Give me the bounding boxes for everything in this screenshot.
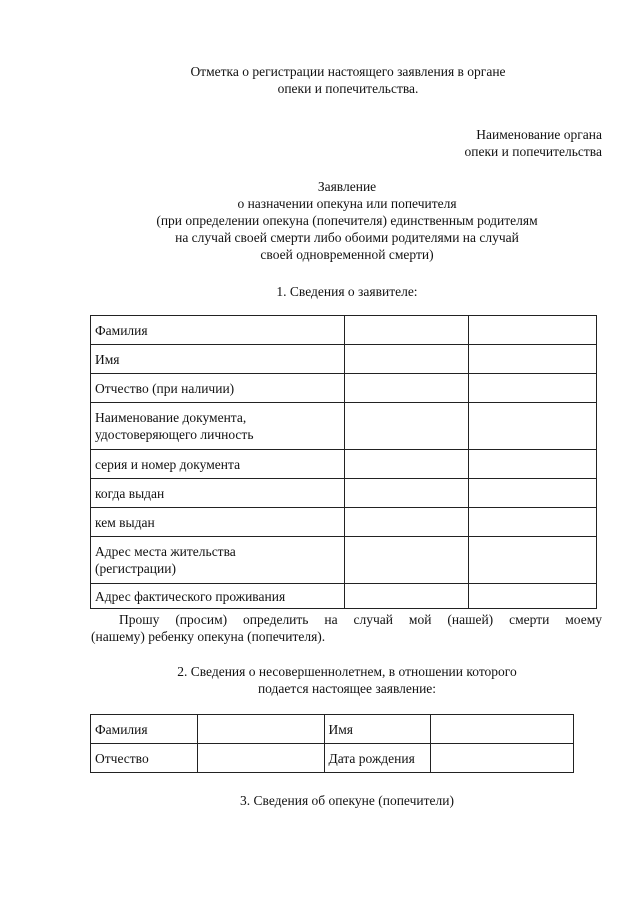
applicant-value-field[interactable] <box>344 316 469 345</box>
section2-heading-line2: подается настоящее заявление: <box>257 681 437 696</box>
applicant-value-field[interactable] <box>344 345 469 374</box>
title-line4: на случай своей смерти либо обоими родителями на случай <box>175 230 519 245</box>
section2-heading-line1: 2. Сведения о несовершеннолетнем, в отношении которого <box>177 664 517 679</box>
table-row <box>91 403 597 450</box>
table-row <box>91 744 574 773</box>
table-row <box>91 316 597 345</box>
row-label: серия и номер документа <box>91 450 345 479</box>
request-line1: Прошу (просим) определить на случай мой (нашей) смерти моему <box>119 612 602 627</box>
applicant-value-field[interactable] <box>344 479 469 508</box>
applicant-value-field[interactable] <box>469 316 597 345</box>
applicant-table <box>90 315 597 609</box>
table-row <box>91 450 597 479</box>
row-label: Фамилия <box>91 316 345 345</box>
section3-heading <box>0 792 640 809</box>
patronymic-label: Отчество <box>91 744 198 773</box>
title-line1: Заявление <box>317 179 377 194</box>
table-row <box>91 584 597 609</box>
applicant-value-field[interactable] <box>469 374 597 403</box>
addressee-line1: Наименование органа <box>476 127 602 142</box>
table-row <box>91 508 597 537</box>
applicant-value-field[interactable] <box>469 450 597 479</box>
surname-label: Фамилия <box>91 715 198 744</box>
applicant-value-field[interactable] <box>344 374 469 403</box>
table-row <box>91 715 574 744</box>
section2-heading <box>0 663 640 697</box>
applicant-value-field[interactable] <box>469 345 597 374</box>
title-line5: своей одновременной смерти) <box>260 247 434 262</box>
applicant-value-field[interactable] <box>469 479 597 508</box>
applicant-value-field[interactable] <box>344 450 469 479</box>
request-paragraph <box>91 611 602 645</box>
applicant-value-field[interactable] <box>469 537 597 584</box>
row-label: кем выдан <box>91 508 345 537</box>
applicant-value-field[interactable] <box>344 584 469 609</box>
addressee-line2: опеки и попечительства <box>464 144 602 159</box>
row-label <box>91 537 345 584</box>
birthdate-label: Дата рождения <box>324 744 431 773</box>
row-label-line1: Адрес места жительства <box>95 544 236 559</box>
row-label: Отчество (при наличии) <box>91 374 345 403</box>
row-label: Имя <box>91 345 345 374</box>
row-label: когда выдан <box>91 479 345 508</box>
addressee-block <box>380 126 602 160</box>
registration-note-line1: Отметка о регистрации настоящего заявления в органе <box>190 64 506 79</box>
section1-heading-text: 1. Сведения о заявителе: <box>276 284 418 299</box>
patronymic-field[interactable] <box>197 744 324 773</box>
row-label: Адрес фактического проживания <box>91 584 345 609</box>
name-field[interactable] <box>431 715 574 744</box>
table-row <box>91 479 597 508</box>
document-title <box>0 178 640 263</box>
applicant-value-field[interactable] <box>469 584 597 609</box>
table-row <box>91 374 597 403</box>
applicant-value-field[interactable] <box>344 403 469 450</box>
request-line2: (нашему) ребенку опекуна (попечителя). <box>91 629 326 644</box>
section3-heading-text: 3. Сведения об опекуне (попечители) <box>240 793 454 808</box>
registration-note-line2: опеки и попечительства. <box>277 81 419 96</box>
applicant-value-field[interactable] <box>344 508 469 537</box>
applicant-value-field[interactable] <box>469 403 597 450</box>
name-label: Имя <box>324 715 431 744</box>
title-line2: о назначении опекуна или попечителя <box>237 196 457 211</box>
row-label <box>91 403 345 450</box>
row-label-line2: удостоверяющего личность <box>95 427 254 442</box>
minor-table <box>90 714 574 773</box>
table-row <box>91 345 597 374</box>
applicant-value-field[interactable] <box>469 508 597 537</box>
section1-heading <box>0 283 640 300</box>
row-label-line2: (регистрации) <box>95 561 176 576</box>
row-label-line1: Наименование документа, <box>95 410 247 425</box>
applicant-value-field[interactable] <box>344 537 469 584</box>
surname-field[interactable] <box>197 715 324 744</box>
table-row <box>91 537 597 584</box>
registration-note <box>0 63 640 97</box>
birthdate-field[interactable] <box>431 744 574 773</box>
title-line3: (при определении опекуна (попечителя) единственным родителям <box>156 213 538 228</box>
